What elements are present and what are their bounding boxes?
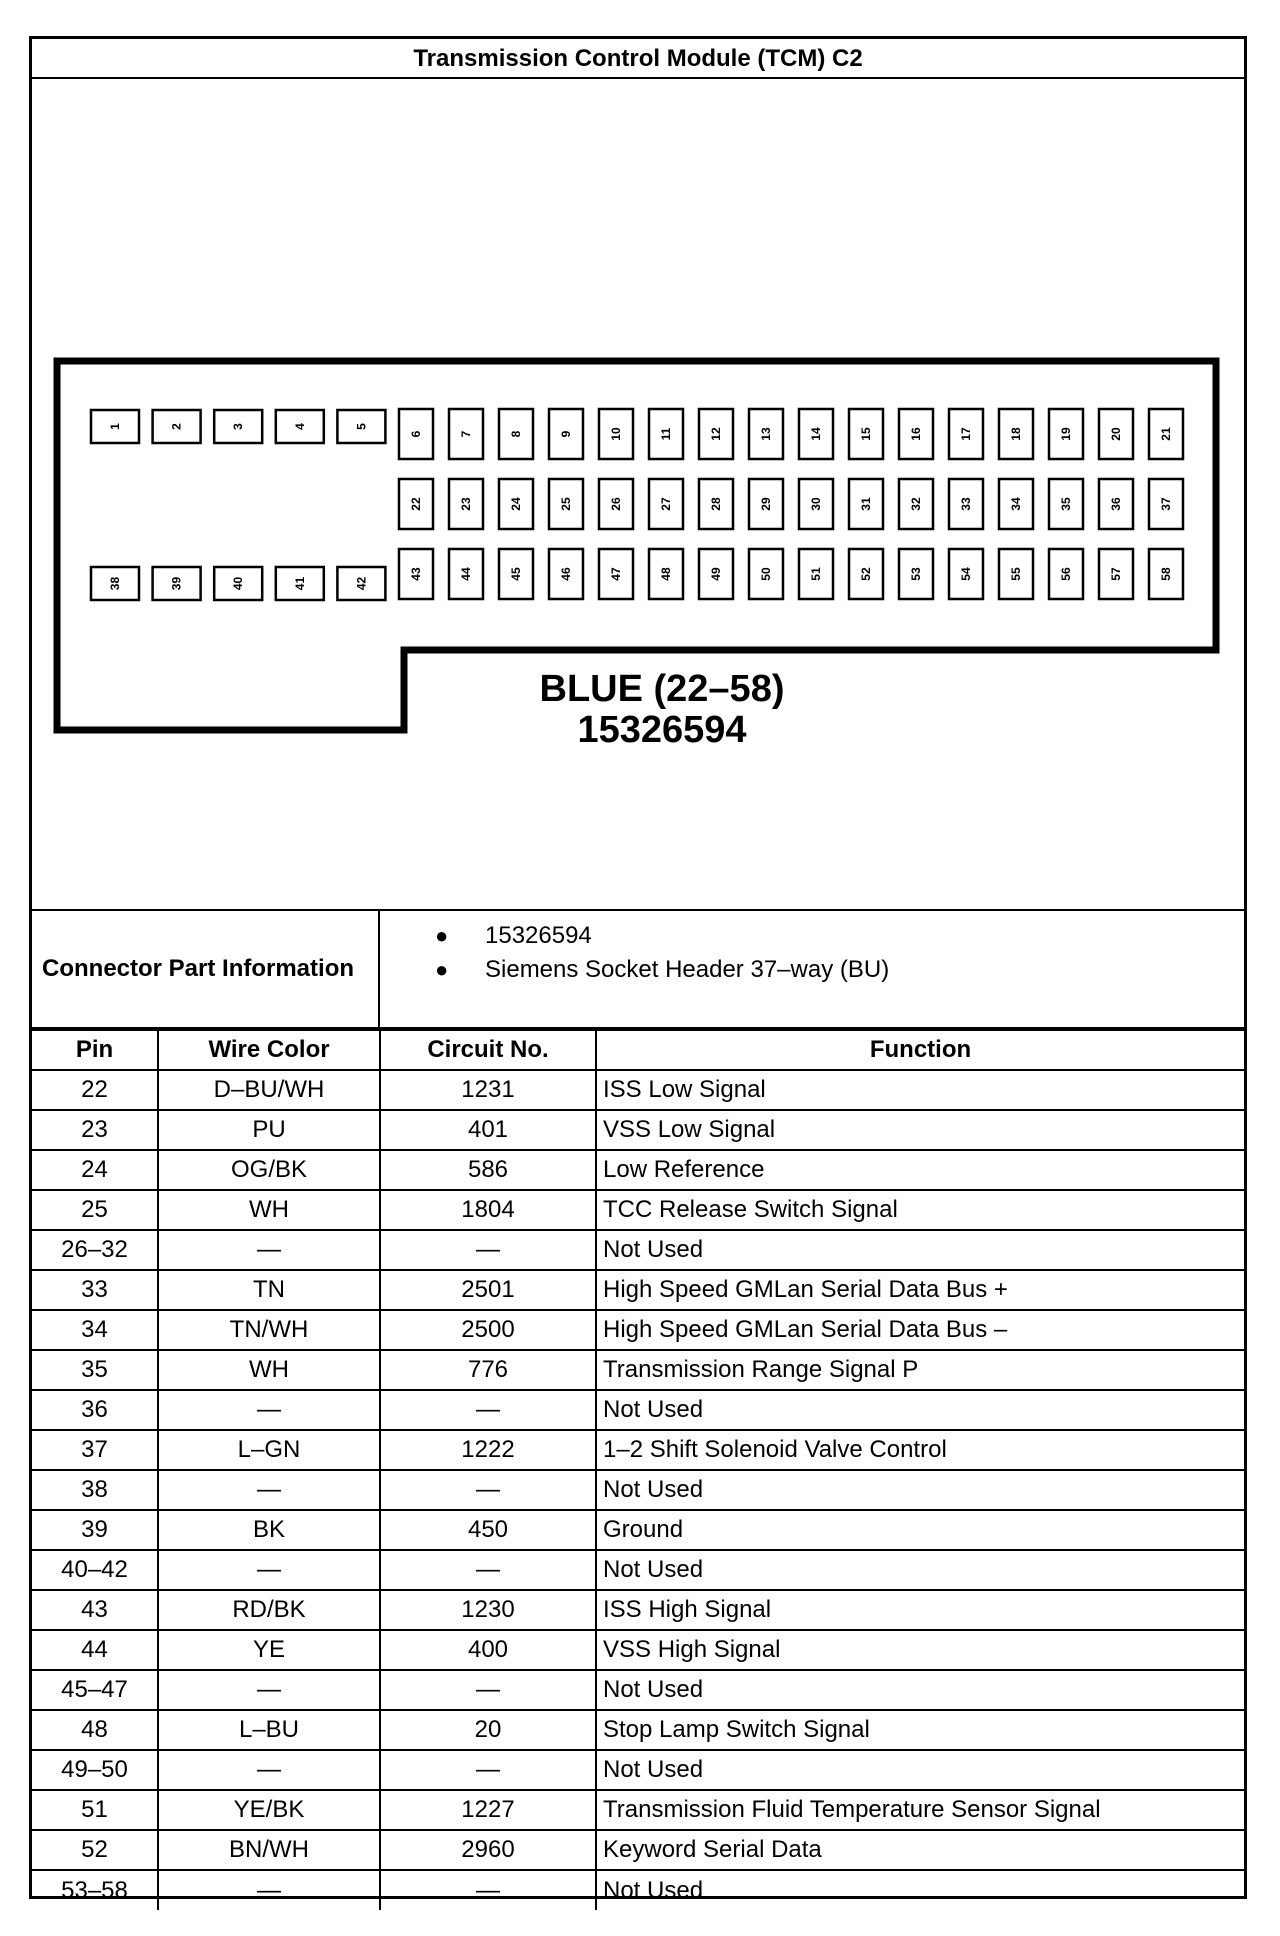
table-row [32, 1590, 1244, 1630]
pin-number: 38 [108, 576, 122, 591]
cell-pin: 49–50 [32, 1750, 158, 1790]
pin-number: 48 [659, 567, 673, 581]
pin-number: 15 [859, 427, 873, 441]
pin-cavity [899, 549, 933, 599]
cell-pin: 22 [32, 1070, 158, 1110]
pin-cavity [949, 409, 983, 459]
pin-cavity [699, 479, 733, 529]
table-header-row [32, 1030, 1244, 1070]
cell-pin: 24 [32, 1150, 158, 1190]
pin-number: 41 [292, 576, 307, 591]
pin-cavity [949, 549, 983, 599]
pin-number: 11 [659, 427, 673, 441]
cell-wire-color: D–BU/WH [158, 1070, 380, 1110]
table-row [32, 1190, 1244, 1230]
cell-wire-color: YE/BK [158, 1790, 380, 1830]
pin-number: 53 [909, 567, 923, 581]
pin-cavity [899, 479, 933, 529]
cell-function: Transmission Fluid Temperature Sensor Signal [596, 1790, 1244, 1830]
cell-wire-color: BK [158, 1510, 380, 1550]
connector-face-drawing [32, 79, 1244, 911]
cell-function: ISS Low Signal [596, 1070, 1244, 1110]
cell-circuit-no: — [380, 1230, 596, 1270]
pin-number: 2 [169, 423, 184, 430]
pin-cavity [849, 479, 883, 529]
cell-circuit-no: — [380, 1390, 596, 1430]
cell-circuit-no: 776 [380, 1350, 596, 1390]
pin-cavity [799, 479, 833, 529]
pin-number: 27 [659, 497, 673, 511]
pin-cavity [91, 567, 139, 600]
cell-circuit-no: 1231 [380, 1070, 596, 1110]
pin-number: 20 [1109, 427, 1123, 441]
cell-wire-color: TN/WH [158, 1310, 380, 1350]
pin-number: 56 [1059, 567, 1073, 581]
pin-number: 3 [231, 423, 246, 430]
connector-part-information [32, 911, 1244, 1029]
pin-cavity [91, 410, 139, 443]
cell-function: VSS Low Signal [596, 1110, 1244, 1150]
cell-wire-color: TN [158, 1270, 380, 1310]
table-row [32, 1430, 1244, 1470]
cell-wire-color: L–BU [158, 1710, 380, 1750]
cell-function: ISS High Signal [596, 1590, 1244, 1630]
cell-circuit-no: 2960 [380, 1830, 596, 1870]
pin-number: 34 [1009, 497, 1023, 511]
pin-cavity [999, 409, 1033, 459]
pin-cavity [849, 409, 883, 459]
pin-number: 40 [231, 576, 246, 591]
table-row [32, 1750, 1244, 1790]
table-row [32, 1110, 1244, 1150]
pin-number: 43 [409, 567, 423, 581]
pin-cavity [1149, 549, 1183, 599]
pin-number: 26 [609, 497, 623, 511]
table-row [32, 1310, 1244, 1350]
table-row [32, 1550, 1244, 1590]
cell-pin: 38 [32, 1470, 158, 1510]
cell-function: High Speed GMLan Serial Data Bus + [596, 1270, 1244, 1310]
cell-circuit-no: 1222 [380, 1430, 596, 1470]
pin-number: 10 [609, 427, 623, 441]
pin-cavity [399, 409, 433, 459]
pin-cavity [214, 410, 262, 443]
pin-cavity [999, 549, 1033, 599]
header-wire-color: Wire Color [158, 1030, 380, 1070]
cell-pin: 45–47 [32, 1670, 158, 1710]
cell-circuit-no: 2501 [380, 1270, 596, 1310]
part-info-label: Connector Part Information [32, 911, 380, 1027]
table-row [32, 1870, 1244, 1910]
cell-pin: 43 [32, 1590, 158, 1630]
pin-cavity [1149, 409, 1183, 459]
cell-circuit-no: 2500 [380, 1310, 596, 1350]
cell-function: Low Reference [596, 1150, 1244, 1190]
pin-number: 12 [709, 427, 723, 441]
part-info-list [380, 911, 1244, 1027]
table-body [32, 1070, 1244, 1910]
cell-pin: 37 [32, 1430, 158, 1470]
pin-cavity [1099, 479, 1133, 529]
cell-pin: 33 [32, 1270, 158, 1310]
pin-number: 37 [1159, 497, 1173, 511]
cell-wire-color: — [158, 1390, 380, 1430]
pin-cavity [949, 479, 983, 529]
cell-function: Keyword Serial Data [596, 1830, 1244, 1870]
cell-function: Not Used [596, 1470, 1244, 1510]
pin-number: 8 [509, 430, 523, 438]
cell-wire-color: — [158, 1750, 380, 1790]
cell-wire-color: RD/BK [158, 1590, 380, 1630]
table-row [32, 1390, 1244, 1430]
pin-number: 50 [759, 567, 773, 581]
cell-circuit-no: 1227 [380, 1790, 596, 1830]
cell-function: Not Used [596, 1390, 1244, 1430]
pin-number: 55 [1009, 567, 1023, 581]
pin-cavity [799, 549, 833, 599]
pin-cavity [699, 409, 733, 459]
pin-cavity [699, 549, 733, 599]
pin-number: 5 [354, 423, 369, 430]
table-row [32, 1230, 1244, 1270]
pin-number: 35 [1059, 497, 1073, 511]
pin-number: 47 [609, 567, 623, 581]
pin-number: 24 [509, 497, 523, 511]
pin-number: 13 [759, 427, 773, 441]
pin-cavity [899, 409, 933, 459]
cell-circuit-no: — [380, 1470, 596, 1510]
pin-number: 29 [759, 497, 773, 511]
cell-wire-color: — [158, 1550, 380, 1590]
pin-number: 9 [559, 430, 573, 438]
pin-number: 44 [459, 567, 473, 581]
pin-number: 17 [959, 427, 973, 441]
cell-function: High Speed GMLan Serial Data Bus – [596, 1310, 1244, 1350]
bullet-icon: ● [435, 923, 449, 948]
cell-circuit-no: — [380, 1550, 596, 1590]
header-pin: Pin [32, 1030, 158, 1070]
connector-diagram [32, 79, 1244, 911]
cell-circuit-no: 401 [380, 1110, 596, 1150]
cell-pin: 52 [32, 1830, 158, 1870]
pin-cavity [599, 479, 633, 529]
pin-cavity [849, 549, 883, 599]
table-row [32, 1670, 1244, 1710]
table-row [32, 1070, 1244, 1110]
page-title: Transmission Control Module (TCM) C2 [32, 39, 1244, 79]
cell-pin: 39 [32, 1510, 158, 1550]
pin-number: 54 [959, 567, 973, 581]
header-circuit-no: Circuit No. [380, 1030, 596, 1070]
cell-function: VSS High Signal [596, 1630, 1244, 1670]
cell-pin: 36 [32, 1390, 158, 1430]
pin-number: 14 [809, 427, 823, 441]
table-row [32, 1150, 1244, 1190]
cell-wire-color: PU [158, 1110, 380, 1150]
cell-circuit-no: 400 [380, 1630, 596, 1670]
table-row [32, 1350, 1244, 1390]
pin-cavities [91, 409, 1183, 600]
pin-cavity [499, 479, 533, 529]
pin-cavity [214, 567, 262, 600]
cell-circuit-no: 1804 [380, 1190, 596, 1230]
pin-cavity [1049, 549, 1083, 599]
connector-label [452, 669, 872, 751]
header-function: Function [596, 1030, 1244, 1070]
pin-number: 36 [1109, 497, 1123, 511]
cell-pin: 35 [32, 1350, 158, 1390]
table-row [32, 1630, 1244, 1670]
pin-cavity [799, 409, 833, 459]
cell-wire-color: — [158, 1670, 380, 1710]
pin-number: 7 [459, 430, 473, 438]
pin-cavity [1049, 479, 1083, 529]
pin-cavity [337, 410, 385, 443]
pin-number: 19 [1059, 427, 1073, 441]
cell-function: Ground [596, 1510, 1244, 1550]
cell-wire-color: YE [158, 1630, 380, 1670]
pin-cavity [1099, 409, 1133, 459]
cell-function: Not Used [596, 1670, 1244, 1710]
pin-number: 52 [859, 567, 873, 581]
pin-cavity [599, 409, 633, 459]
pin-number: 4 [292, 423, 307, 430]
connector-part-number: 15326594 [577, 709, 747, 751]
cell-wire-color: WH [158, 1350, 380, 1390]
pin-number: 33 [959, 497, 973, 511]
pin-cavity [449, 409, 483, 459]
pin-cavity [1099, 549, 1133, 599]
cell-pin: 23 [32, 1110, 158, 1150]
pin-cavity [999, 479, 1033, 529]
pin-cavity [449, 479, 483, 529]
pin-cavity [499, 409, 533, 459]
pin-cavity [153, 567, 201, 600]
pin-number: 25 [559, 497, 573, 511]
cell-wire-color: L–GN [158, 1430, 380, 1470]
pin-number: 16 [909, 427, 923, 441]
pin-number: 1 [108, 423, 122, 430]
pin-cavity [276, 410, 324, 443]
pin-number: 28 [709, 497, 723, 511]
bullet-icon: ● [435, 957, 449, 982]
table-row [32, 1270, 1244, 1310]
cell-function: 1–2 Shift Solenoid Valve Control [596, 1430, 1244, 1470]
cell-circuit-no: 20 [380, 1710, 596, 1750]
pin-number: 6 [409, 430, 423, 438]
cell-function: TCC Release Switch Signal [596, 1190, 1244, 1230]
pin-cavity [399, 549, 433, 599]
pin-cavity [649, 479, 683, 529]
part-info-item: ● 15326594 [380, 919, 1244, 953]
cell-wire-color: — [158, 1870, 380, 1910]
pin-function-table [32, 1029, 1244, 1910]
cell-circuit-no: — [380, 1750, 596, 1790]
pin-cavity [549, 409, 583, 459]
pin-cavity [649, 409, 683, 459]
pin-number: 57 [1109, 567, 1123, 581]
pin-number: 49 [709, 567, 723, 581]
cell-function: Not Used [596, 1230, 1244, 1270]
table-row [32, 1470, 1244, 1510]
connector-sheet [29, 36, 1247, 1904]
cell-circuit-no: 1230 [380, 1590, 596, 1630]
cell-function: Not Used [596, 1750, 1244, 1790]
cell-wire-color: — [158, 1470, 380, 1510]
table-row [32, 1510, 1244, 1550]
pin-cavity [1049, 409, 1083, 459]
pin-number: 18 [1009, 427, 1023, 441]
pin-cavity [399, 479, 433, 529]
cell-wire-color: OG/BK [158, 1150, 380, 1190]
cell-pin: 53–58 [32, 1870, 158, 1910]
cell-wire-color: BN/WH [158, 1830, 380, 1870]
connector-color-label: BLUE (22–58) [539, 668, 785, 710]
pin-cavity [153, 410, 201, 443]
cell-pin: 26–32 [32, 1230, 158, 1270]
cell-circuit-no: 450 [380, 1510, 596, 1550]
cell-wire-color: WH [158, 1190, 380, 1230]
pin-number: 21 [1159, 427, 1173, 441]
pin-cavity [1149, 479, 1183, 529]
pin-number: 23 [459, 497, 473, 511]
pin-number: 30 [809, 497, 823, 511]
cell-function: Transmission Range Signal P [596, 1350, 1244, 1390]
pin-number: 39 [169, 576, 184, 591]
cell-function: Not Used [596, 1870, 1244, 1910]
pin-cavity [749, 409, 783, 459]
cell-pin: 48 [32, 1710, 158, 1750]
pin-cavity [599, 549, 633, 599]
pin-cavity [749, 549, 783, 599]
pin-cavity [549, 549, 583, 599]
part-info-item: ● Siemens Socket Header 37–way (BU) [380, 953, 1244, 987]
pin-number: 51 [809, 567, 823, 581]
pin-number: 31 [859, 497, 873, 511]
pin-number: 58 [1159, 567, 1173, 581]
pin-cavity [649, 549, 683, 599]
pin-number: 32 [909, 497, 923, 511]
pin-number: 42 [354, 576, 369, 591]
cell-pin: 25 [32, 1190, 158, 1230]
cell-function: Not Used [596, 1550, 1244, 1590]
cell-wire-color: — [158, 1230, 380, 1270]
cell-pin: 40–42 [32, 1550, 158, 1590]
pin-number: 45 [509, 567, 523, 581]
pin-cavity [499, 549, 533, 599]
pin-cavity [549, 479, 583, 529]
pin-cavity [276, 567, 324, 600]
table-row [32, 1830, 1244, 1870]
pin-cavity [337, 567, 385, 600]
cell-function: Stop Lamp Switch Signal [596, 1710, 1244, 1750]
table-row [32, 1710, 1244, 1750]
pin-number: 46 [559, 567, 573, 581]
cell-pin: 34 [32, 1310, 158, 1350]
cell-circuit-no: — [380, 1870, 596, 1910]
pin-cavity [449, 549, 483, 599]
cell-circuit-no: — [380, 1670, 596, 1710]
cell-pin: 51 [32, 1790, 158, 1830]
cell-circuit-no: 586 [380, 1150, 596, 1190]
cell-pin: 44 [32, 1630, 158, 1670]
pin-number: 22 [409, 497, 423, 511]
pin-cavity [749, 479, 783, 529]
table-row [32, 1790, 1244, 1830]
